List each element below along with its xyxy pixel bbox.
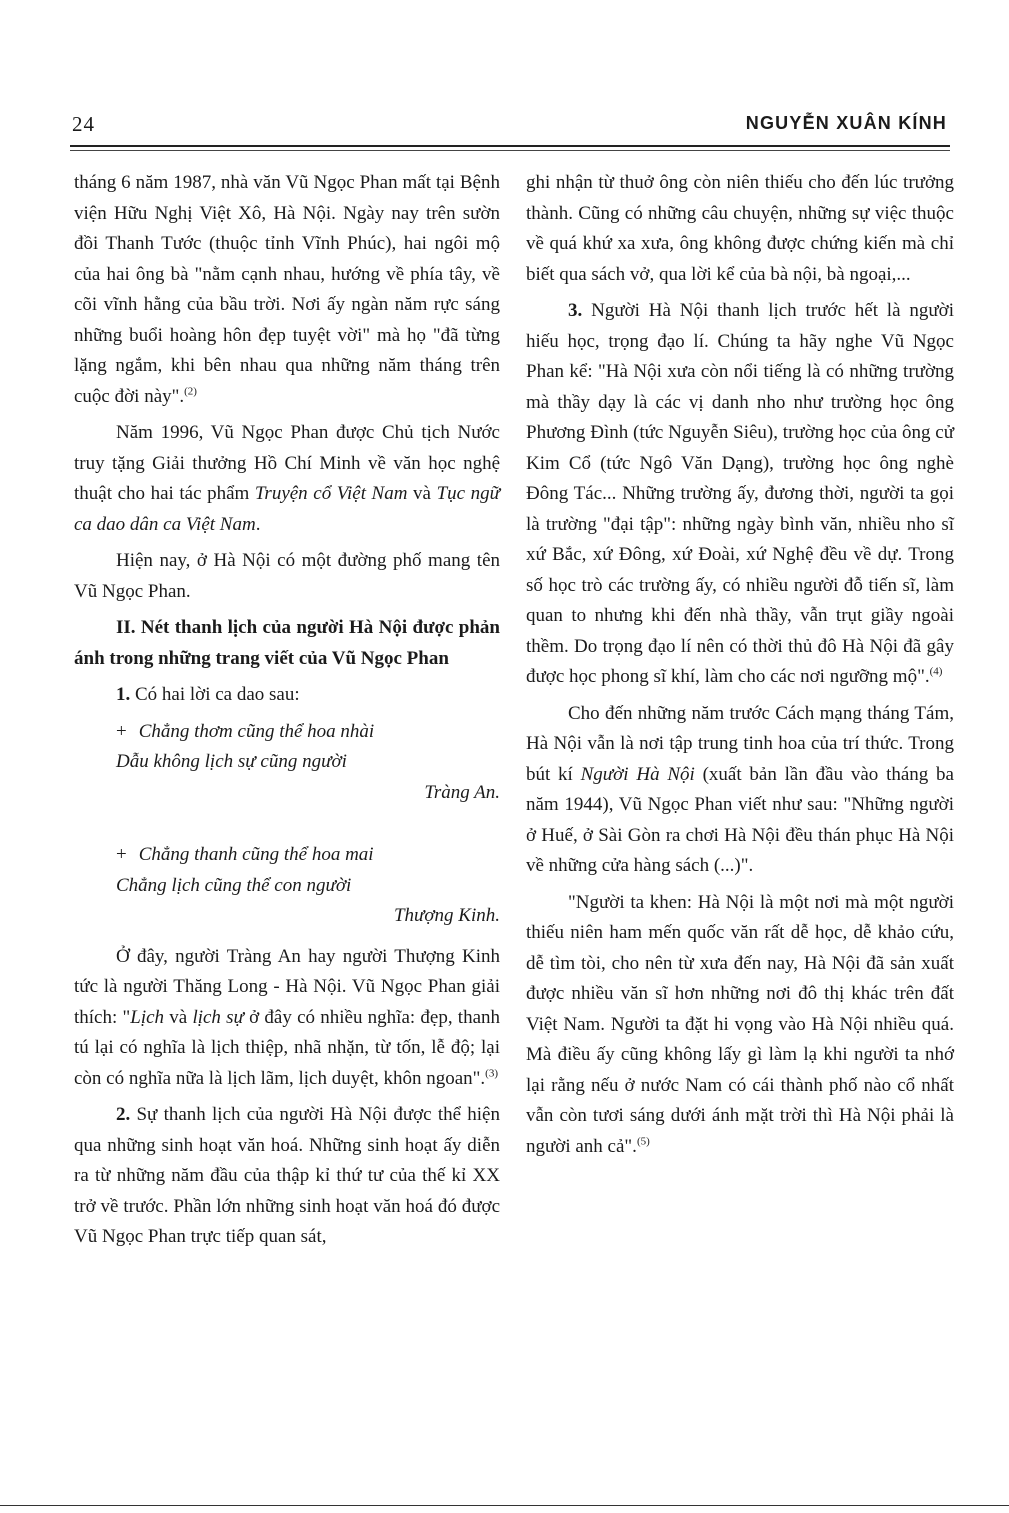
work-title: Người Hà Nội [580, 763, 695, 785]
paragraph-text: ở đây có nhiều nghĩa: đẹp, thanh tú lại có nghĩa là lịch thiệp, nhã nhặn, từ tốn, lễ độ; lại còn có nghĩa nữa là lịch lãm, lịch duyệt, khôn ngoan". [74, 1006, 501, 1089]
poem-line: Dẫu không lịch sự cũng người [116, 751, 347, 772]
paragraph-text: "Người ta khen: Hà Nội là một nơi mà một người thiếu niên ham mến quốc văn rất dễ học, dễ khảo cứu, dễ tìm tòi, cho nên từ xưa đến nay, Hà Nội đã sản xuất được nhiều văn sĩ hơn những nơi đô thị khác trên đất Việt Nam. Người ta đặt hi vọng vào Hà Nội nhiều quá. Mà điều ấy cũng không lấy gì làm lạ khi người ta nhớ lại rằng nếu ở nước Nam có cái thành phố nào cổ nhất vẫn còn tươi sáng dưới ánh mặt trời thì Hà Nội phải là người anh cả". [526, 891, 954, 1157]
paragraph [74, 942, 500, 1095]
paragraph: Hiện nay, ở Hà Nội có một đường phố mang tên Vũ Ngọc Phan. [74, 550, 500, 602]
paragraph-text: Có hai lời ca dao sau: [130, 684, 300, 705]
paragraph-text: . [255, 513, 261, 535]
paragraph [526, 296, 954, 693]
left-column [74, 168, 500, 1259]
poem-line: Chẳng lịch cũng thể con người [116, 874, 352, 896]
footnote-ref: (3) [485, 1067, 498, 1080]
paragraph-text: Ở đây, người Tràng An hay người Thượng Kinh tức là người Thăng Long - Hà Nội. Vũ Ngọc Phan giải thích: " [74, 945, 500, 1028]
paragraph [74, 168, 500, 412]
paragraph [526, 888, 954, 1163]
poem-line: Chẳng thơm cũng thể hoa nhài [138, 720, 375, 742]
footnote-ref: (2) [184, 385, 197, 398]
poem-quote [116, 717, 500, 809]
paragraph-text: và [407, 483, 437, 504]
paragraph [526, 699, 954, 882]
paragraph-text: Người Hà Nội thanh lịch trước hết là người hiếu học, trọng đạo lí. Chúng ta hãy nghe Vũ Ngọc Phan kể: "Hà Nội xưa còn nổi tiếng là có những trường mà thầy dạy là các vị danh nho như trường học ông Phương Đình (tức Nguyễn Siêu), trường học của ông cử Kim Cổ (tức Ngô Văn Dạng), trường học ông nghè Đông Tác... Những trường ấy, đương thời, người ta gọi là trường "đại tập": những ngày bình văn, nhiều nho sĩ xứ Bắc, xứ Đông, xứ Đoài, xứ Nghệ đều về dự. Trong số học trò các trường ấy, có nhiều người đỗ tiến sĩ, làm quan to nhưng khi đến nhà thầy, vẫn trụt giầy ngoài thềm. Do trọng đạo lí nên có thời thủ đô Hà Nội đã gây được học phong sĩ khí, làm cho các nơi ngưỡng mộ". [526, 300, 954, 687]
emphasis: lịch sự [192, 1006, 244, 1028]
paragraph: ghi nhận từ thuở ông còn niên thiếu cho đến lúc trưởng thành. Cũng có những câu chuyện, những sự việc thuộc về quá khứ xa xưa, ông không được chứng kiến mà chỉ biết qua sách vở, qua lời kể của bà nội, bà ngoại,... [526, 172, 954, 285]
section-heading: II. Nét thanh lịch của người Hà Nội được phản ánh trong những trang viết của Vũ Ngọc Phan [74, 617, 500, 669]
right-column [526, 168, 954, 1168]
work-title: Truyện cổ Việt Nam [254, 483, 408, 504]
page-number: 24 [72, 112, 95, 136]
paragraph-text: và [164, 1006, 193, 1028]
paragraph-text: tháng 6 năm 1987, nhà văn Vũ Ngọc Phan mất tại Bệnh viện Hữu Nghị Việt Xô, Hà Nội. Ngày nay trên sườn đồi Thanh Tước (thuộc tỉnh Vĩnh Phúc), hai ngôi mộ của hai ông bà "nằm cạnh nhau, hướng về phía tây, về cõi vĩnh hằng của bầu trời. Nơi ấy ngàn năm rực sáng những buổi hoàng hôn đẹp tuyệt vời" mà họ "đã từng lặng ngắm, khi bên nhau qua những năm tháng trên cuộc đời này". [74, 172, 500, 407]
emphasis: Lịch [130, 1006, 165, 1028]
poem-marker: + [116, 844, 127, 865]
poem-source: Thượng Kinh. [393, 905, 500, 926]
paragraph [74, 680, 500, 711]
paragraph-text: (xuất bản lần đầu vào tháng ba năm 1944), Vũ Ngọc Phan viết như sau: "Những người ở Huế, ở Sài Gòn ra chơi Hà Nội đều thán phục Hà Nội về những cửa hàng sách (...)". [526, 763, 954, 876]
poem-quote [116, 840, 500, 932]
poem-source: Tràng An. [424, 781, 500, 803]
paragraph-text: Cho đến những năm trước Cách mạng tháng Tám, Hà Nội vẫn là nơi tập trung tinh hoa của trí thức. Trong bút kí [526, 702, 954, 785]
header-rule-thin [70, 150, 950, 151]
paragraph-text: Sự thanh lịch của người Hà Nội được thể hiện qua những sinh hoạt văn hoá. Những sinh hoạt ấy diễn ra từ những năm đầu của thập kỉ thứ tư của thế kỉ XX trở về trước. Phần lớn những sinh hoạt văn hoá đó được Vũ Ngọc Phan trực tiếp quan sát, [74, 1104, 500, 1247]
item-number: 3. [568, 300, 583, 321]
paragraph-text: Năm 1996, Vũ Ngọc Phan được Chủ tịch Nước truy tặng Giải thưởng Hồ Chí Minh về văn học nghệ thuật cho hai tác phẩm [74, 422, 500, 504]
item-number: 2. [116, 1104, 131, 1125]
running-head: NGUYỄN XUÂN KÍNH [745, 113, 947, 133]
item-number: 1. [116, 684, 131, 705]
footnote-ref: (5) [636, 1135, 650, 1148]
footnote-ref: (4) [929, 665, 943, 678]
page-bottom-edge [0, 1505, 1009, 1506]
paragraph [74, 1100, 500, 1253]
poem-marker: + [116, 720, 127, 742]
poem-line: Chẳng thanh cũng thể hoa mai [138, 844, 374, 865]
header-rule [70, 145, 950, 147]
work-title: Tục ngữ ca dao dân ca Việt Nam [74, 483, 501, 535]
paragraph [74, 418, 500, 540]
